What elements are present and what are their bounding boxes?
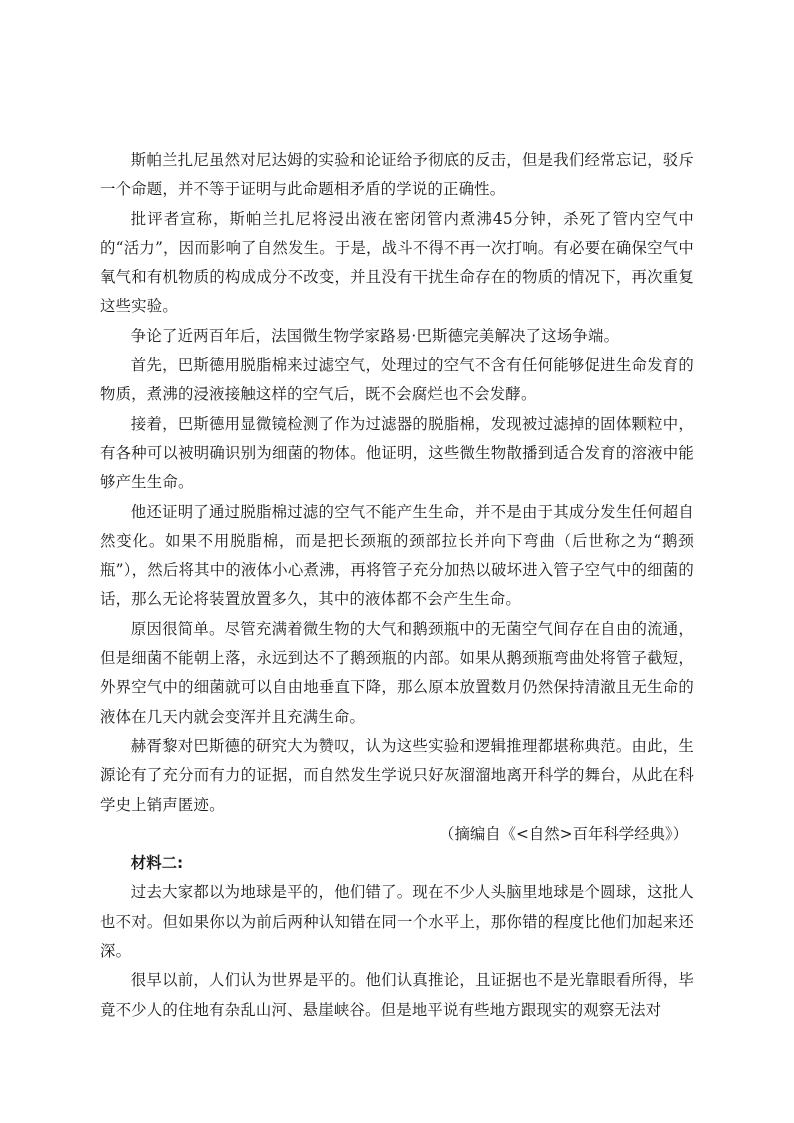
document-body [100,146,694,1025]
paragraph: 原因很简单。尽管充满着微生物的大气和鹅颈瓶中的无菌空气间存在自由的流通，但是细菌不能朝上落，永远到达不了鹅颈瓶的内部。如果从鹅颈瓶弯曲处将管子截短，外界空气中的细菌就可以自由地垂直下降，那么原本放置数月仍然保持清澈且无生命的液体在几天内就会变浑并且充满生命。 [100,619,694,726]
paragraph: 很早以前，人们认为世界是平的。他们认真推论，且证据也不是光靠眼看所得，毕竟不少人的住地有杂乱山河、悬崖峡谷。但是地平说有些地方跟现实的观察无法对 [100,971,694,1019]
paragraph: 他还证明了通过脱脂棉过滤的空气不能产生生命，并不是由于其成分发生任何超自然变化。如果不用脱脂棉，而是把长颈瓶的颈部拉长并向下弯曲（后世称之为“鹅颈瓶”），然后将其中的液体小心煮沸，再将管子充分加热以破坏进入管子空气中的细菌的话，那么无论将装置放置多久，其中的液体都不会产生生命。 [100,502,694,609]
paragraph: 批评者宣称，斯帕兰扎尼将浸出液在密闭管内煮沸45分钟，杀死了管内空气中的“活力”，因而影响了自然发生。于是，战斗不得不再一次打响。有必要在确保空气中氧气和有机物质的构成成分不改变，并且没有干扰生命存在的物质的情况下，再次重复这些实验。 [100,209,694,316]
paragraph: 赫胥黎对巴斯德的研究大为赞叹，认为这些实验和逻辑推理都堪称典范。由此，生源论有了充分而有力的证据，而自然发生学说只好灰溜溜地离开科学的舞台，从此在科学史上销声匿迹。 [100,736,694,814]
source-citation: （摘编自《<自然>百年科学经典》） [439,824,688,843]
section-heading: 材料二: [130,854,184,873]
paragraph: 过去大家都以为地球是平的，他们错了。现在不少人头脑里地球是个圆球，这批人也不对。但如果你以为前后两种认知错在同一个水平上，那你错的程度比他们加起来还深。 [100,883,694,961]
paragraph: 斯帕兰扎尼虽然对尼达姆的实验和论证给予彻底的反击，但是我们经常忘记，驳斥一个命题，并不等于证明与此命题相矛盾的学说的正确性。 [100,151,694,199]
paragraph: 首先，巴斯德用脱脂棉来过滤空气，处理过的空气不含有任何能够促进生命发育的物质，煮沸的浸液接触这样的空气后，既不会腐烂也不会发酵。 [100,356,694,404]
paragraph: 争论了近两百年后，法国微生物学家路易·巴斯德完美解决了这场争端。 [130,326,620,345]
paragraph: 接着，巴斯德用显微镜检测了作为过滤器的脱脂棉，发现被过滤掉的固体颗粒中，有各种可以被明确识别为细菌的物体。他证明，这些微生物散播到适合发育的溶液中能够产生生命。 [100,414,694,492]
